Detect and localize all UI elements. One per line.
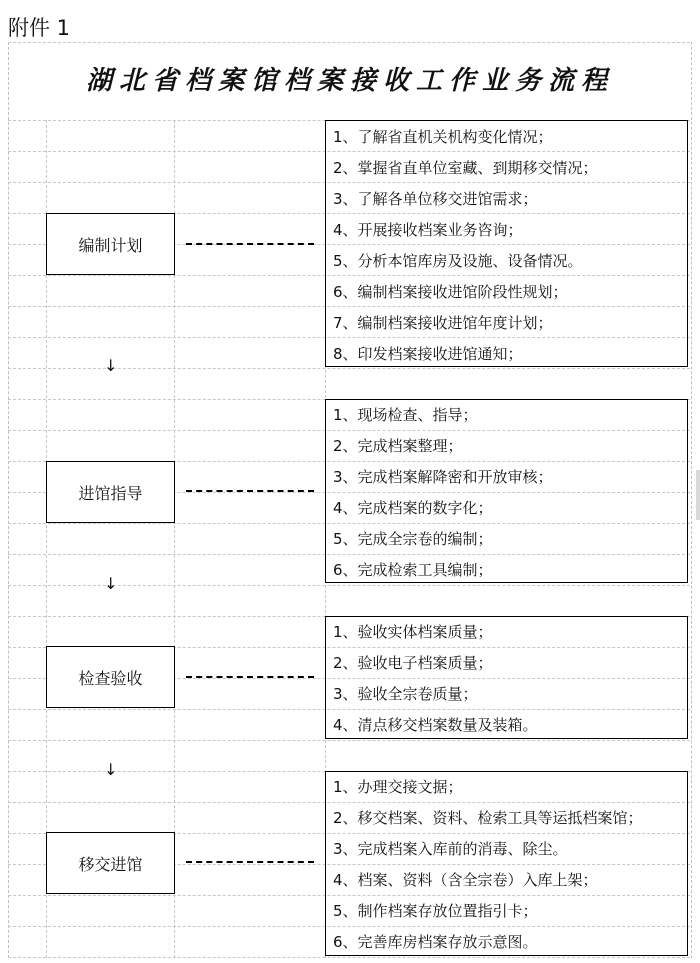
stage-1-connector: [186, 243, 314, 245]
stage-2-item: 5、完成全宗卷的编制；: [333, 530, 493, 548]
stage-4-item: 2、移交档案、资料、检索工具等运抵档案馆；: [333, 809, 643, 827]
stage-1-item: 7、编制档案接收进馆年度计划；: [333, 314, 553, 332]
stage-4-label: 移交进馆: [78, 854, 143, 874]
stage-2-item: 6、完成检索工具编制；: [333, 561, 493, 579]
stage-4-item: 3、完成档案入库前的消毒、除尘。: [333, 840, 568, 858]
stage-4-box: [46, 832, 175, 894]
stage-3-box: [46, 646, 175, 708]
page-title: 湖北省档案馆档案接收工作业务流程: [85, 66, 614, 96]
stage-1-label: 编制计划: [78, 235, 143, 255]
stage-1-item: 3、了解各单位移交进馆需求；: [333, 190, 538, 208]
stage-3-item: 1、验收实体档案质量；: [333, 623, 493, 641]
stage-2-label: 进馆指导: [78, 483, 143, 503]
stage-3-item: 2、验收电子档案质量；: [333, 654, 493, 672]
stage-2-items-box: [325, 399, 688, 583]
stage-4-item: 5、制作档案存放位置指引卡；: [333, 902, 538, 920]
stage-1-item: 2、掌握省直单位室藏、到期移交情况；: [333, 159, 598, 177]
stage-1-item: 4、开展接收档案业务咨询；: [333, 221, 523, 239]
stage-2-item: 1、现场检查、指导；: [333, 406, 478, 424]
stage-4-connector: [186, 861, 314, 863]
stage-2-box: [46, 461, 175, 523]
stage-3-item: 4、清点移交档案数量及装箱。: [333, 716, 538, 734]
stage-1-box: [46, 213, 175, 275]
flow-arrow-2: ↓: [104, 574, 118, 593]
stage-1-item: 8、印发档案接收进馆通知；: [333, 345, 523, 363]
stage-2-connector: [186, 490, 314, 492]
flow-arrow-1: ↓: [104, 356, 118, 375]
stage-3-item: 3、验收全宗卷质量；: [333, 685, 478, 703]
stage-2-item: 2、完成档案整理；: [333, 437, 463, 455]
stage-4-items-box: [325, 771, 688, 956]
scroll-edge-marker[interactable]: [696, 470, 700, 520]
stage-3-label: 检查验收: [78, 668, 143, 688]
stage-1-item: 5、分析本馆库房及设施、设备情况。: [333, 252, 583, 270]
stage-4-item: 4、档案、资料（含全宗卷）入库上架；: [333, 871, 598, 889]
stage-1-item: 6、编制档案接收进馆阶段性规划；: [333, 283, 568, 301]
annex-label: 附件 1: [8, 16, 71, 40]
stage-4-item: 6、完善库房档案存放示意图。: [333, 933, 538, 951]
stage-2-item: 3、完成档案解降密和开放审核；: [333, 468, 553, 486]
stage-3-connector: [186, 676, 314, 678]
stage-2-item: 4、完成档案的数字化；: [333, 499, 493, 517]
flow-arrow-3: ↓: [104, 760, 118, 779]
stage-1-item: 1、了解省直机关机构变化情况；: [333, 128, 553, 146]
stage-4-item: 1、办理交接文据；: [333, 778, 463, 796]
